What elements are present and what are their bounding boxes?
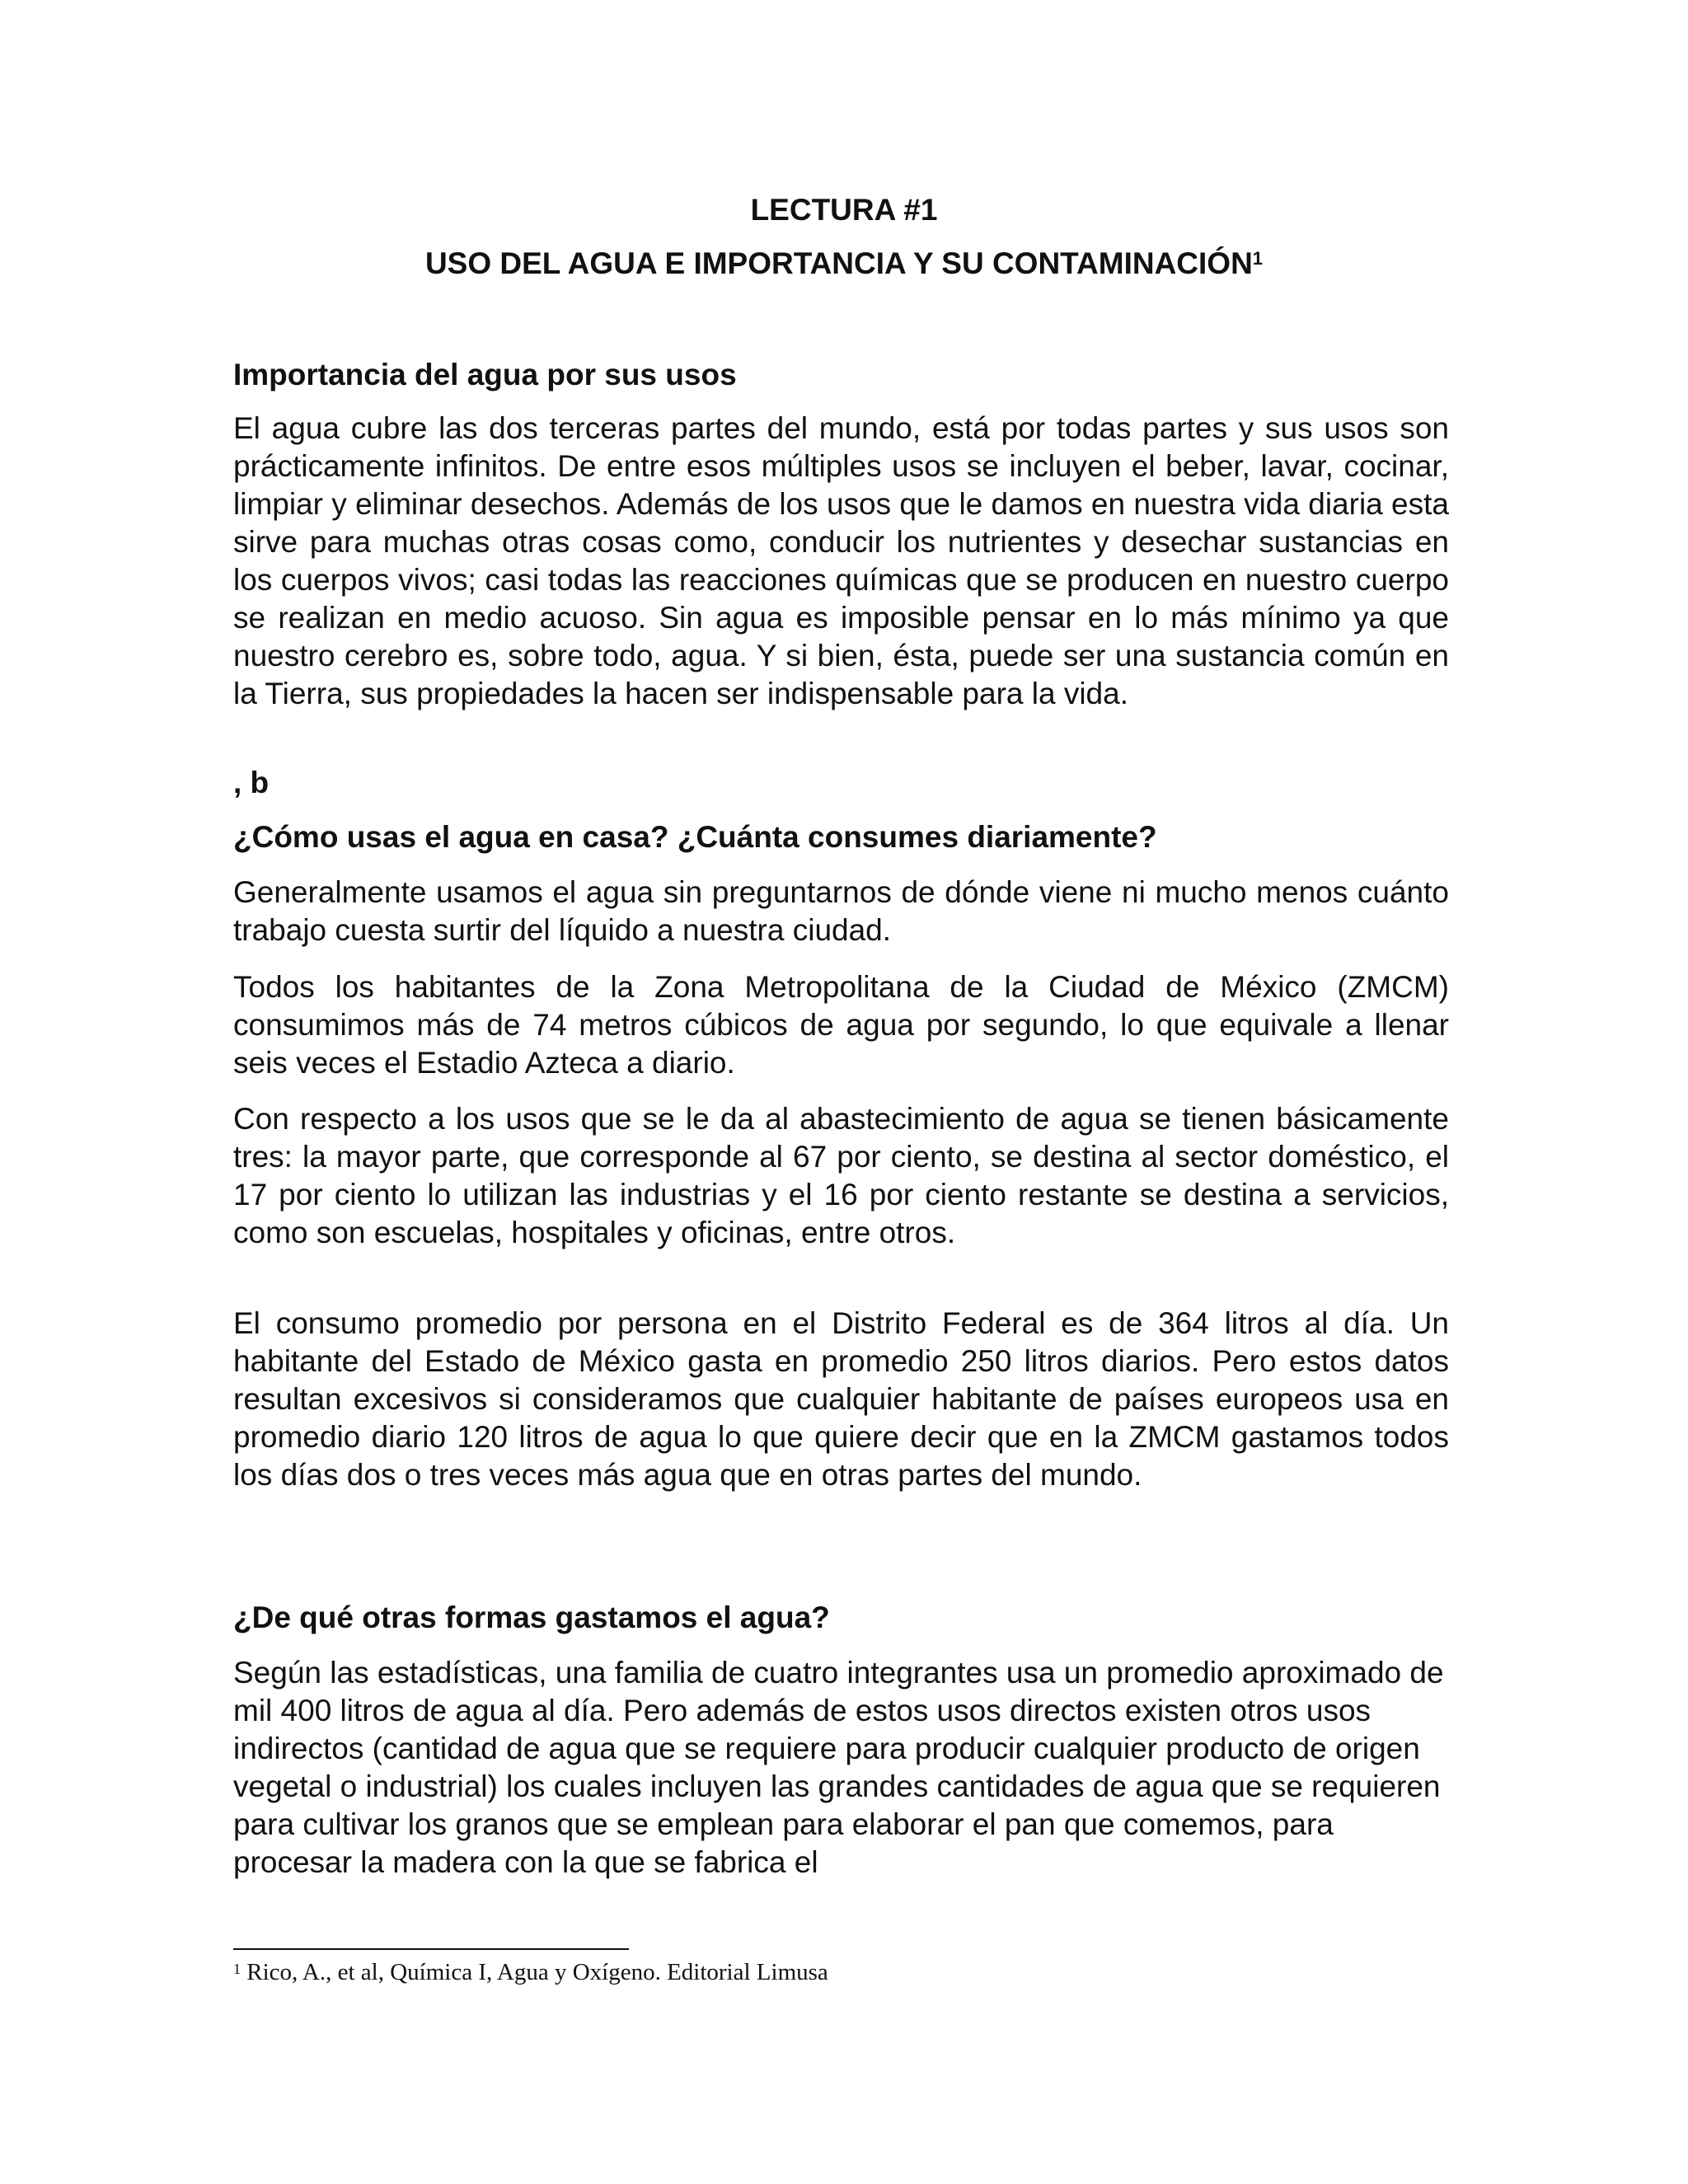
paragraph-usos-abastecimiento: Con respecto a los usos que se le da al abastecimiento de agua se tienen básicamente tres: la mayor parte, que corresponde al 67 por ciento, se destina al sector doméstico, el 17 por ciento lo utilizan las industrias y el 16 por ciento restante se destina a servicios, como son escuelas, hospitales y oficinas, entre otros. — [233, 1102, 1449, 1249]
footnote-reference: 1 — [1252, 248, 1264, 269]
footnote-number: 1 — [233, 1961, 241, 1977]
paragraph-consumo-promedio: El consumo promedio por persona en el Distrito Federal es de 364 litros al día. Un habitante del Estado de México gasta en promedio 250 litros diarios. Pero estos datos resultan excesivos si consideramos que cualquier habitante de países europeos usa en promedio diario 120 litros de agua lo que quiere decir que en la ZMCM gastamos todos los días dos o tres veces más agua que en otras partes del mundo. — [233, 1306, 1449, 1492]
footnote-text: Rico, A., et al, Química I, Agua y Oxígeno. Editorial Limusa — [246, 1959, 828, 1985]
section-heading-otras-formas: ¿De qué otras formas gastamos el agua? — [233, 1601, 830, 1634]
footnote — [233, 1957, 1449, 1987]
section-heading-importancia: Importancia del agua por sus usos — [233, 358, 737, 391]
paragraph-generalmente: Generalmente usamos el agua sin preguntarnos de dónde viene ni mucho menos cuánto trabajo cuesta surtir del líquido a nuestra ciudad. — [233, 875, 1449, 947]
paragraph-estadisticas: Según las estadísticas, una familia de cuatro integrantes usa un promedio aproximado de mil 400 litros de agua al día. Pero además de estos usos directos existen otros usos indirectos (cantidad de agua que se requiere para producir cualquier producto de origen vegetal o industrial) los cuales incluyen las grandes cantidades de agua que se requieren para cultivar los granos que se emplean para elaborar el pan que comemos, para procesar la madera con la que se fabrica el — [233, 1656, 1444, 1879]
document-subtitle — [0, 246, 1688, 282]
footnote-divider — [233, 1948, 629, 1950]
section-heading-como-usas: ¿Cómo usas el agua en casa? ¿Cuánta consumes diariamente? — [233, 820, 1157, 854]
paragraph-habitantes-zmcm: Todos los habitantes de la Zona Metropolitana de la Ciudad de México (ZMCM) consumimos más de 74 metros cúbicos de agua por segundo, lo que equivale a llenar seis veces el Estadio Azteca a diario. — [233, 970, 1449, 1080]
stray-text: , b — [233, 766, 270, 799]
document-title: LECTURA #1 — [750, 193, 938, 227]
paragraph-importancia: El agua cubre las dos terceras partes del mundo, está por todas partes y sus usos son prácticamente infinitos. De entre esos múltiples usos se incluyen el beber, lavar, cocinar, limpiar y eliminar desechos. Además de los usos que le damos en nuestra vida diaria esta sirve para muchas otras cosas como, conducir los nutrientes y desechar sustancias en los cuerpos vivos; casi todas las reacciones químicas que se producen en nuestro cuerpo se realizan en medio acuoso. Sin agua es imposible pensar en lo más mínimo ya que nuestro cerebro es, sobre todo, agua. Y si bien, ésta, puede ser una sustancia común en la Tierra, sus propiedades la hacen ser indispensable para la vida. — [233, 411, 1449, 710]
subtitle-text: USO DEL AGUA E IMPORTANCIA Y SU CONTAMINACIÓN — [424, 246, 1253, 280]
